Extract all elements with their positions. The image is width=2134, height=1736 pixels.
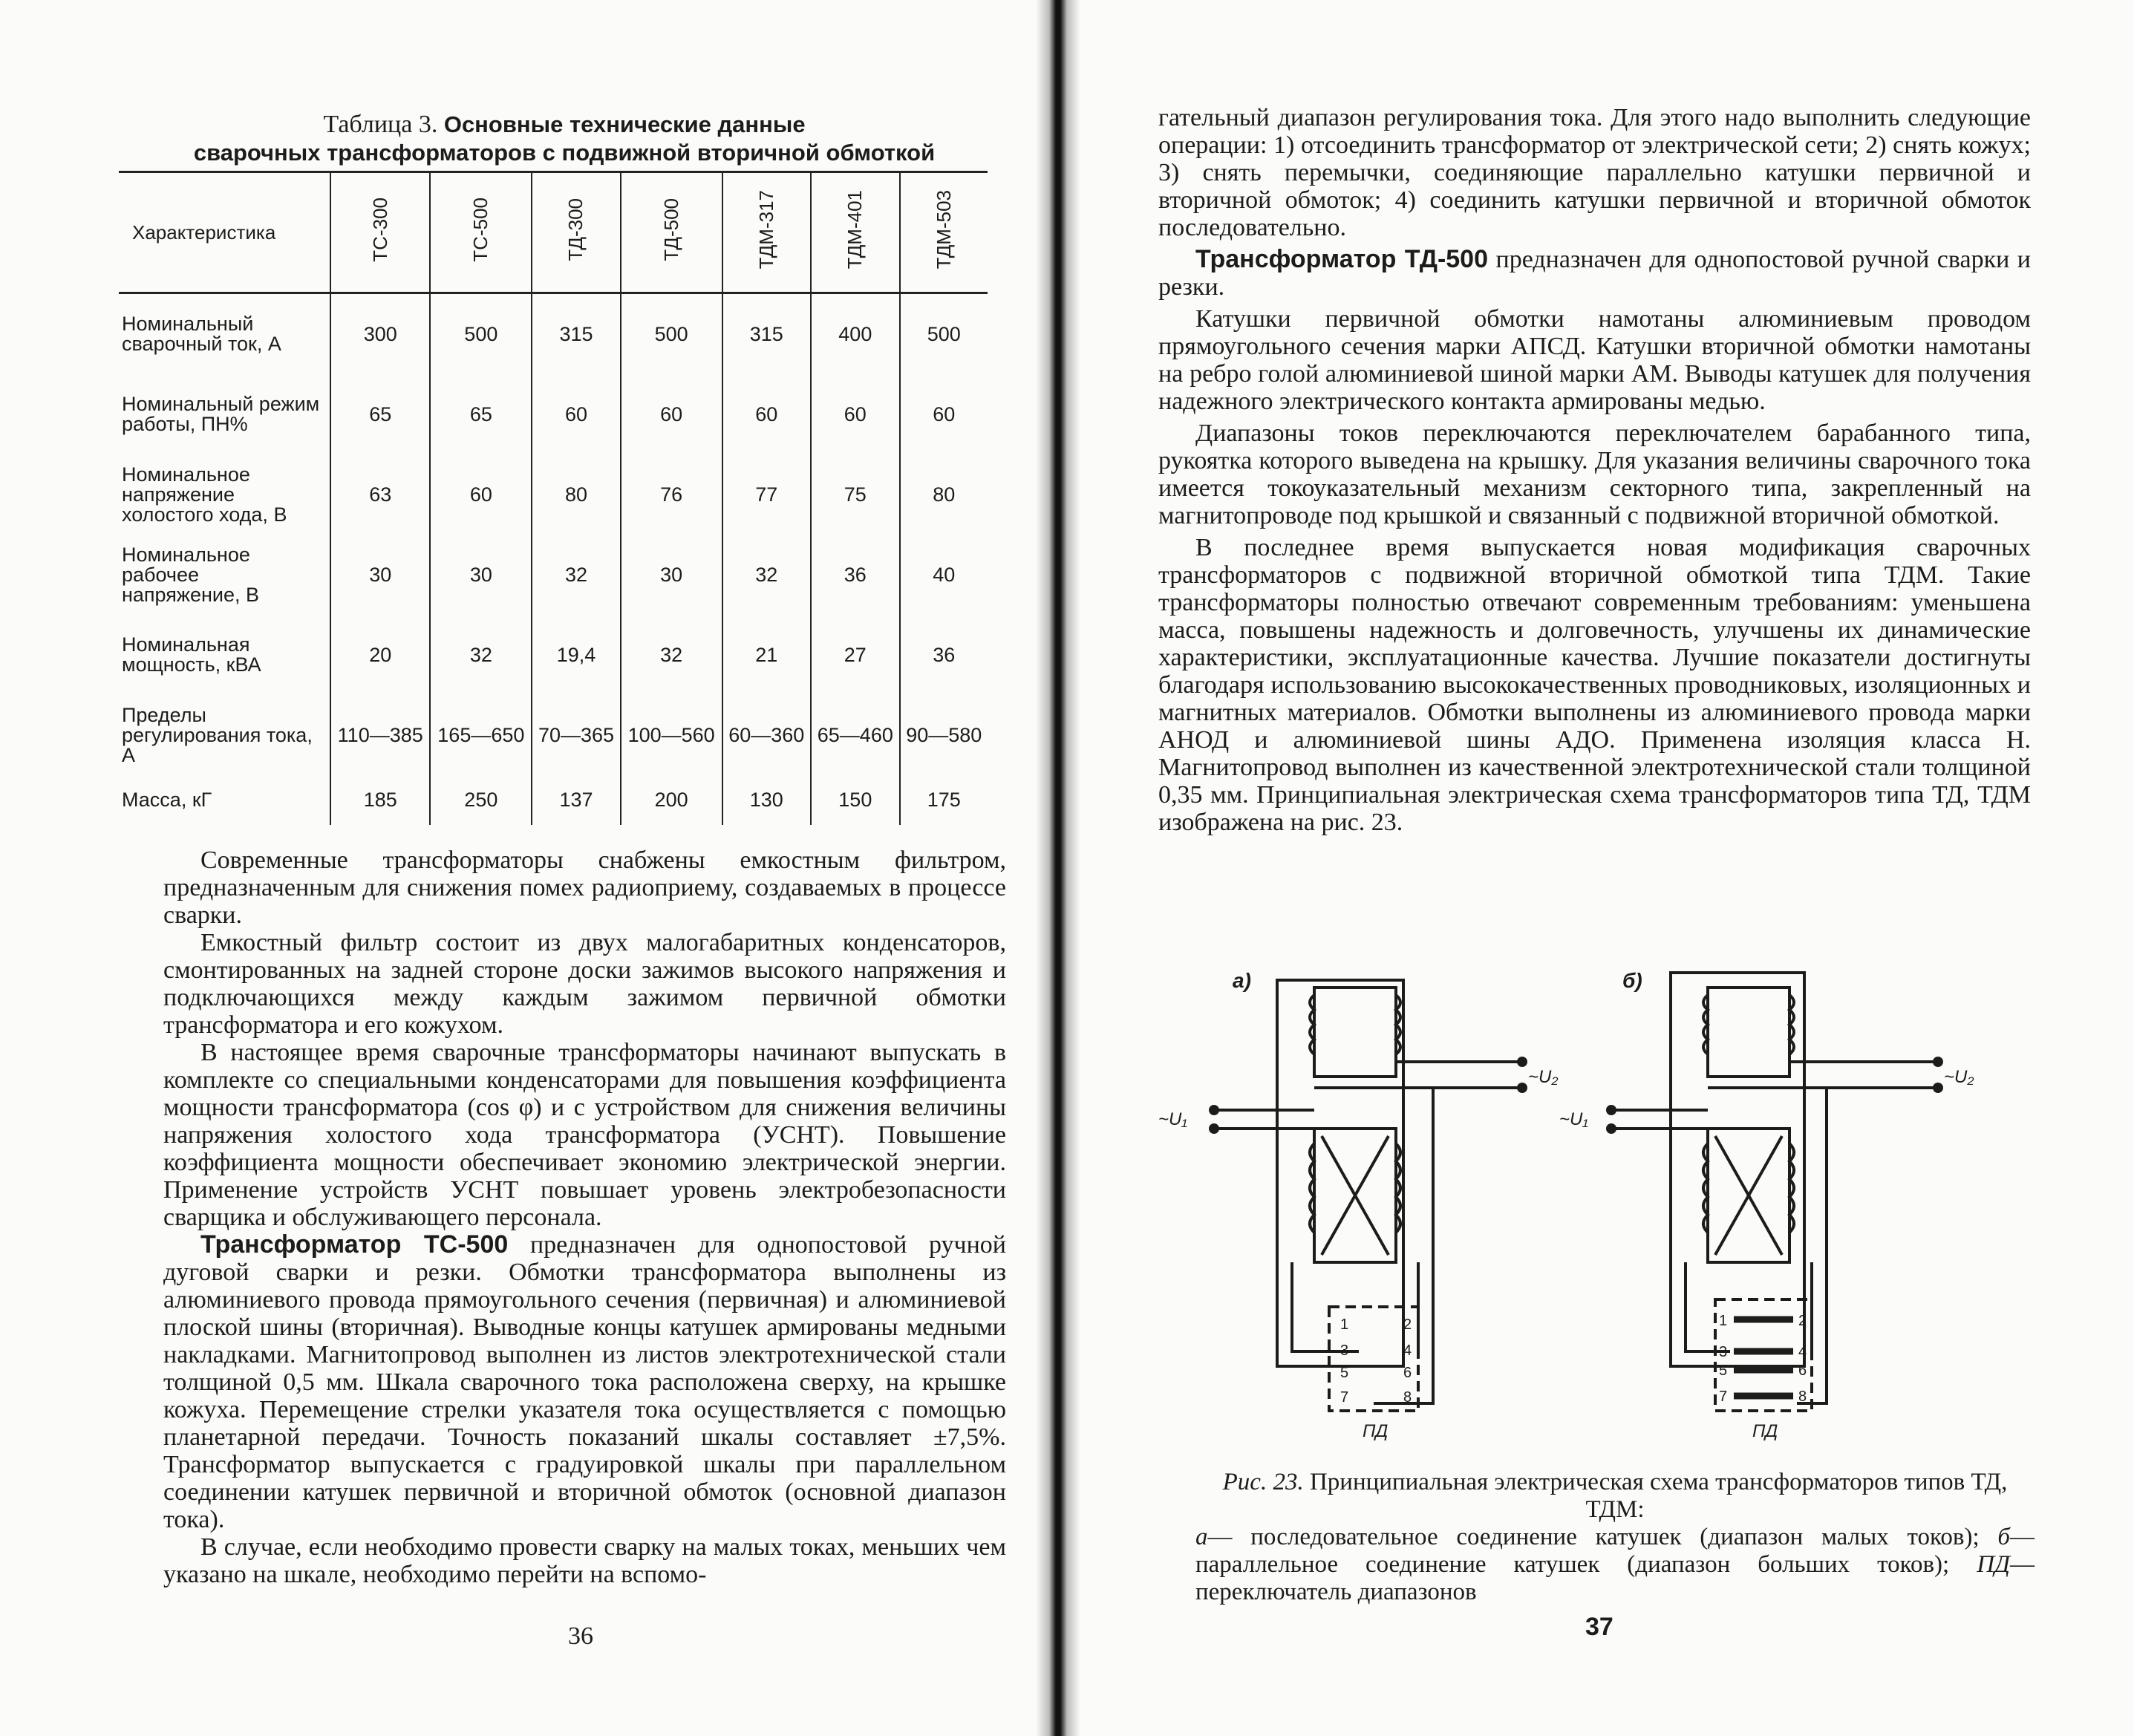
table-cell: 27	[811, 615, 900, 695]
table-cell: 137	[532, 775, 621, 825]
paragraph-text: предназначен для однопостовой ручной сварки и резки.	[1158, 246, 2032, 301]
table-cell: 130	[722, 775, 812, 825]
col-label: ТС-300	[368, 198, 391, 262]
terminal	[1210, 1125, 1218, 1132]
terminal	[1518, 1084, 1526, 1091]
table-header-col	[722, 172, 812, 293]
table-header-col	[621, 172, 722, 293]
switch-terminal-label: 4	[1798, 1344, 1807, 1360]
table-cell: 500	[621, 293, 722, 375]
secondary-coil-upper	[1708, 988, 1789, 1077]
core-frame	[1671, 973, 1804, 1366]
table-row	[119, 374, 988, 454]
table-cell: 250	[430, 775, 532, 825]
u2-label: ~U₂	[1528, 1067, 1559, 1087]
paragraph: В последнее время выпускается новая модификация сварочных трансформаторов с подвижной вторичной обмоткой типа ТДМ. Такие трансформаторы полностью отвечают современным требованиям: уменьшена масса, повышены надежность и долговечность, улучшены их динамические характеристики, эксплуатационные качества. Лучшие показатели достигнуты благодаря использованию высококачественных проводниковых, изоляционных и магнитных материалов. Обмотки выполнены из алюминиевого провода марки АНОД и алюминиевой шины АДО. Применена изоляция класса Н. Магнитопровод выполнен из качественной электротехнической стали толщиной 0,35 мм. Принципиальная электрическая схема трансформаторов типа ТД, ТДМ изображена на рис. 23.	[1158, 534, 2031, 836]
row-label: Номинальный сварочный ток, А	[122, 313, 281, 355]
table-row	[119, 615, 988, 695]
col-label: ТДМ-503	[932, 190, 955, 270]
left-body-text	[163, 846, 1006, 1588]
circuit-b	[1559, 969, 1974, 1441]
table-cell: 70—365	[532, 695, 621, 775]
table-cell: 500	[430, 293, 532, 375]
switch-terminal-label: 1	[1719, 1313, 1728, 1329]
table-cell: 110—385	[330, 695, 430, 775]
specs-table	[119, 171, 988, 825]
paragraph-heading: Трансформатор ТС-500	[200, 1230, 509, 1259]
row-label: Номинальный режим работы, ПН%	[122, 393, 320, 435]
switch-terminal-label: 2	[1403, 1316, 1412, 1333]
table-cell: 36	[811, 535, 900, 615]
paragraph-heading: Трансформатор ТД-500	[1195, 245, 1488, 273]
caption-title: Принципиальная электрическая схема трансформаторов типов ТД, ТДМ:	[1309, 1469, 2008, 1523]
caption-key: а	[1195, 1524, 1208, 1550]
table-cell: 65	[330, 374, 430, 454]
table-cell: 32	[532, 535, 621, 615]
paragraph: Диапазоны токов переключаются переключателем барабанного типа, рукоятка которого выведена на крышку. Для указания величины сварочного тока имеется токоуказательный механизм секторного типа, закрепленный на магнитопроводе под крышкой и связанный с подвижной вторичной обмоткой.	[1158, 420, 2031, 529]
paragraph: В случае, если необходимо провести сварку на малых токах, меньших чем указано на шкале, необходимо перейти на вспомо-	[163, 1533, 1006, 1588]
table-cell: 100—560	[621, 695, 722, 775]
row-label: Пределы регулирования тока, А	[122, 703, 313, 766]
switch-terminal-label: 7	[1340, 1389, 1349, 1406]
caption-text: — параллельное соединение катушек (диапазон больших токов);	[1195, 1524, 2035, 1578]
secondary-coil-upper	[1314, 988, 1396, 1077]
col-label: ТД-500	[659, 198, 682, 261]
table-cell: 21	[722, 615, 812, 695]
col-label: ТС-500	[469, 198, 492, 262]
caption-key: ПД	[1977, 1551, 2011, 1578]
table-caption-prefix: Таблица 3.	[323, 111, 438, 138]
table-header-col	[900, 172, 988, 293]
primary-leads	[1611, 1110, 1708, 1129]
terminal	[1608, 1125, 1615, 1132]
col-label: ТДМ-317	[754, 190, 777, 270]
coil-winding	[1310, 1143, 1400, 1233]
table-cell: 65	[430, 374, 532, 454]
row-label: Номинальная мощность, кВА	[122, 633, 261, 676]
switch-terminal-label: 8	[1798, 1389, 1807, 1405]
table-cell: 150	[811, 775, 900, 825]
table-cell: 175	[900, 775, 988, 825]
coil-winding	[1310, 995, 1400, 1054]
diagram-label-a: а)	[1233, 969, 1251, 992]
table-cell: 65—460	[811, 695, 900, 775]
table-header-col	[532, 172, 621, 293]
terminal	[1934, 1058, 1942, 1066]
table-cell: 60	[430, 454, 532, 535]
switch-terminal-label: 4	[1403, 1342, 1412, 1359]
table-cell: 32	[722, 535, 812, 615]
table-caption-line2	[119, 140, 1010, 166]
coil-winding	[1703, 1143, 1794, 1233]
switch-terminal-label: 3	[1719, 1344, 1728, 1360]
table-cell: 77	[722, 454, 812, 535]
table-cell: 60—360	[722, 695, 812, 775]
table-cell: 19,4	[532, 615, 621, 695]
table-cell: 30	[621, 535, 722, 615]
figure-caption	[1195, 1469, 2035, 1606]
table-cell: 76	[621, 454, 722, 535]
row-label: Масса, кГ	[122, 789, 212, 811]
switch-terminal-label: 8	[1403, 1389, 1412, 1406]
table-cell: 60	[621, 374, 722, 454]
paragraph	[1158, 246, 2031, 301]
caption-text: — последовательное соединение катушек (диапазон малых токов);	[1207, 1524, 1980, 1550]
coil-winding	[1703, 995, 1794, 1054]
right-body-text	[1158, 104, 2031, 836]
secondary-leads	[1314, 1062, 1522, 1088]
terminal	[1518, 1058, 1526, 1066]
switch-terminal-label: 5	[1719, 1363, 1728, 1379]
table-cell: 60	[532, 374, 621, 454]
col-label: ТД-300	[564, 198, 587, 261]
paragraph	[163, 1231, 1006, 1533]
page-number-left: 36	[568, 1622, 593, 1650]
table-cell: 400	[811, 293, 900, 375]
table-cell: 90—580	[900, 695, 988, 775]
table-cell: 40	[900, 535, 988, 615]
table-row	[119, 293, 988, 375]
caption-prefix: Рис. 23.	[1222, 1469, 1304, 1495]
table-cell: 500	[900, 293, 988, 375]
table-cell: 200	[621, 775, 722, 825]
table-cell: 32	[621, 615, 722, 695]
secondary-leads	[1708, 1062, 1938, 1088]
row-label: Номинальное рабочее напряжение, В	[122, 543, 259, 606]
terminal	[1608, 1106, 1615, 1114]
table-cell: 32	[430, 615, 532, 695]
table-cell: 60	[811, 374, 900, 454]
u1-label: ~U₁	[1559, 1109, 1588, 1129]
caption-text: — переключатель диапазонов	[1195, 1551, 2035, 1605]
paragraph: гательный диапазон регулирования тока. Для этого надо выполнить следующие операции: 1) отсоединить трансформатор от электрической сети; 2) снять кожух; 3) снять перемычки, соединяющие параллельно катушки первичной и вторичной обмоток; 4) соединить катушки первичной и вторичной обмоток последовательно.	[1158, 104, 2031, 241]
table-cell: 60	[722, 374, 812, 454]
switch-terminal-label: 5	[1340, 1365, 1349, 1381]
table-cell: 315	[722, 293, 812, 375]
table-header-characteristic: Характеристика	[119, 172, 330, 293]
table-header-row	[119, 172, 988, 293]
cross-connection	[1322, 1136, 1389, 1255]
terminal	[1934, 1084, 1942, 1091]
switch-terminal-label: 7	[1719, 1389, 1728, 1405]
table-caption-title: Основные технические данные	[443, 111, 806, 137]
table-cell: 185	[330, 775, 430, 825]
caption-key: б	[1997, 1524, 2010, 1550]
table-header-col	[811, 172, 900, 293]
switch-label: ПД	[1363, 1421, 1389, 1441]
circuit-diagram	[1158, 958, 2049, 1455]
table-cell: 36	[900, 615, 988, 695]
table-row	[119, 535, 988, 615]
cross-connection	[1715, 1136, 1782, 1255]
switch-terminal-label: 1	[1340, 1316, 1349, 1333]
table-cell: 30	[430, 535, 532, 615]
row-label: Номинальное напряжение холостого хода, В	[122, 463, 287, 526]
switch-terminal-label: 2	[1798, 1313, 1807, 1329]
paragraph: В настоящее время сварочные трансформаторы начинают выпускать в комплекте со специальными конденсаторами для повышения коэффициента мощности трансформатора (cos φ) и с устройством для снижения величины напряжения холостого хода трансформатора (УСНТ). Повышение коэффициента мощности обеспечивает экономию электрической энергии. Применение устройств УСНТ повышает уровень электробезопасности сварщика и обслуживающего персонала.	[163, 1039, 1006, 1231]
paragraph: Современные трансформаторы снабжены емкостным фильтром, предназначенным для снижения помех радиоприему, создаваемых в процессе сварки.	[163, 846, 1006, 929]
table-header-col	[330, 172, 430, 293]
switch-terminal-label: 6	[1798, 1363, 1807, 1379]
table-cell: 30	[330, 535, 430, 615]
terminal	[1210, 1106, 1218, 1114]
caption-title-line	[1195, 1469, 2035, 1524]
u1-label: ~U₁	[1158, 1109, 1187, 1129]
table-cell: 20	[330, 615, 430, 695]
diagram-label-b: б)	[1622, 969, 1642, 992]
u2-label: ~U₂	[1944, 1067, 1974, 1087]
table-cell: 315	[532, 293, 621, 375]
table-cell: 80	[532, 454, 621, 535]
table-cell: 165—650	[430, 695, 532, 775]
table-header-col	[430, 172, 532, 293]
table-cell: 60	[900, 374, 988, 454]
table-cell: 75	[811, 454, 900, 535]
table-row	[119, 775, 988, 825]
table-cell: 80	[900, 454, 988, 535]
table-caption-line1	[119, 111, 1010, 138]
table-cell: 300	[330, 293, 430, 375]
paragraph: Катушки первичной обмотки намотаны алюминиевым проводом прямоугольного сечения марки АПСД. Катушки вторичной обмотки намотаны на ребро голой алюминиевой шиной марки АМ. Выводы катушек для получения надежного электрического контакта армированы медью.	[1158, 305, 2031, 415]
switch-label: ПД	[1752, 1421, 1778, 1441]
page-number-right: 37	[1585, 1613, 1613, 1641]
switch-terminal-label: 6	[1403, 1365, 1412, 1381]
table-row	[119, 454, 988, 535]
paragraph-text: предназначен для однопостовой ручной дуговой сварки и резки. Обмотки трансформатора выполнены из алюминиевого провода прямоугольного сечения (первичная) и алюминиевой плоской шины (вторичная). Выводные концы катушек армированы медными накладками. Магнитопровод выполнен из листов электротехнической стали толщиной 0,5 мм. Шкала сварочного тока расположена сверху, на крышке кожуха. Перемещение стрелки указателя тока осуществляется с помощью планетарной передачи. Точность показаний шкалы составляет ±7,5%. Трансформатор выпускается с градуировкой шкалы при параллельном соединении катушек первичной и вторичной обмоток (основной диапазон тока).	[163, 1231, 1007, 1533]
table-caption-subtitle: сварочных трансформаторов с подвижной вторичной обмоткой	[193, 140, 936, 166]
parallel-jumpers	[1734, 1319, 1793, 1396]
paragraph: Емкостный фильтр состоит из двух малогабаритных конденсаторов, смонтированных на задней стороне доски зажимов высокого напряжения и подключающихся между каждым зажимом первичной обмотки трансформатора и его кожухом.	[163, 929, 1006, 1039]
table-cell: 63	[330, 454, 430, 535]
book-spine	[1036, 0, 1080, 1736]
caption-legend	[1195, 1524, 2035, 1606]
table-row	[119, 695, 988, 775]
circuit-a	[1158, 969, 1559, 1441]
col-label: ТДМ-401	[844, 190, 867, 270]
primary-leads	[1214, 1110, 1314, 1129]
switch-terminal-label: 3	[1340, 1342, 1349, 1359]
